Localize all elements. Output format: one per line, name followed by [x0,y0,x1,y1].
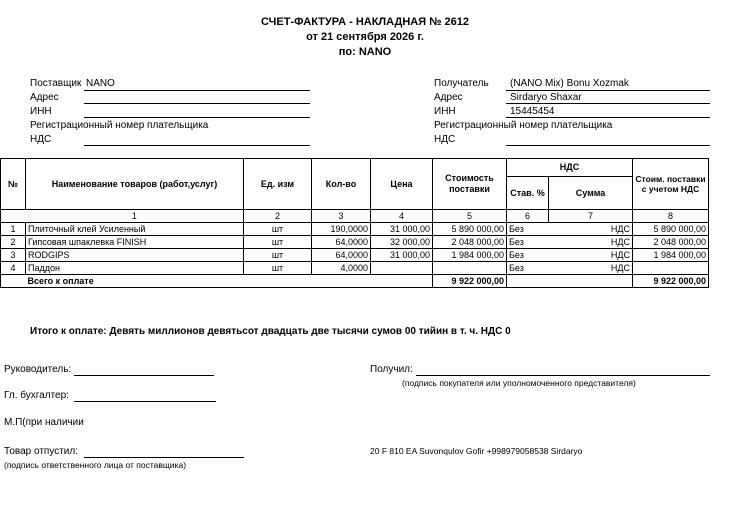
recipient-value: (NANO Mix) Bonu Xozmak [510,78,629,89]
received-label: Получил: [370,364,413,375]
supplier-inn-label: ИНН [30,106,52,117]
row-no: 4 [1,262,26,275]
col-rate-header: Став. % [507,177,549,210]
recipient-address-label: Адрес [434,92,463,103]
index-row [1,210,709,223]
row-unit: шт [244,223,312,236]
col-nds-header: НДС [507,159,633,177]
row-price: 31 000,00 [371,249,433,262]
supplier-reg-label: Регистрационный номер плательщика [30,120,209,131]
recipient-nds-line [506,145,710,146]
row-qty: 64,0000 [312,249,371,262]
recipient-label: Получатель [434,78,489,89]
total-row [1,275,709,288]
total-with-nds: 9 922 000,00 [633,275,709,288]
row-unit: шт [244,236,312,249]
row-sum: НДС [549,236,633,249]
supplier-label: Поставщик [30,78,82,89]
col-total-header: Стоим. поставки с учетом НДС [633,159,709,210]
released-note: (подпись ответственного лица от поставщика) [4,460,187,470]
recipient-line [506,90,710,91]
row-total [633,262,709,275]
table-row [1,249,709,262]
recipient-nds-label: НДС [434,134,456,145]
row-unit: шт [244,249,312,262]
col-cost-header: Стоимость поставки [433,159,507,210]
row-sum: НДС [549,249,633,262]
row-rate: Без [507,236,549,249]
director-label: Руководитель: [4,364,72,375]
row-name: Гипсовая шпаклевка FINISH [26,236,244,249]
index-cell: 4 [371,210,433,223]
stamp-label: М.П(при наличии [4,417,84,428]
supplier-nds-line [84,145,310,146]
supplier-address-line [84,103,310,104]
index-cell: 8 [633,210,709,223]
row-rate: Без [507,249,549,262]
row-cost: 2 048 000,00 [433,236,507,249]
row-name: Паддон [26,262,244,275]
recipient-inn-label: ИНН [434,106,456,117]
total-cost: 9 922 000,00 [433,275,507,288]
col-price-header: Цена [371,159,433,210]
supplier-line [84,90,310,91]
recipient-inn-value: 15445454 [510,106,555,117]
row-price: 31 000,00 [371,223,433,236]
row-name: Плиточный клей Усиленный [26,223,244,236]
accountant-signature-line [74,401,216,402]
recipient-inn-line [506,117,710,118]
row-cost: 5 890 000,00 [433,223,507,236]
col-unit-header: Ед. изм [244,159,312,210]
row-price [371,262,433,275]
col-name-header: Наименование товаров (работ,услуг) [26,159,244,210]
row-sum: НДС [549,223,633,236]
supplier-value: NANO [86,78,115,89]
row-qty: 4,0000 [312,262,371,275]
row-no: 2 [1,236,26,249]
director-signature-line [74,375,214,376]
total-label: Всего к оплате [26,275,244,288]
invoice-date: от 21 сентября 2026 г. [306,31,424,43]
invoice-basis: по: NANO [338,46,392,58]
received-note: (подпись покупателя или уполномоченного представителя) [402,378,636,388]
items-table [0,158,709,288]
supplier-address-label: Адрес [30,92,59,103]
col-qty-header: Кол-во [312,159,371,210]
invoice-title: СЧЕТ-ФАКТУРА - НАКЛАДНАЯ № 2612 [261,16,469,28]
col-no-header: № [1,159,26,210]
row-rate: Без [507,262,549,275]
col-sum-header: Сумма [549,177,633,210]
amount-in-words: Итого к оплате: Девять миллионов девятьсот двадцать две тысячи сумов 00 тийин в т. ч. НДС 0 [30,326,511,337]
recipient-address-value: Sirdaryo Shaxar [510,92,582,103]
received-signature-line [416,375,710,376]
row-rate: Без [507,223,549,236]
row-total: 1 984 000,00 [633,249,709,262]
row-cost [433,262,507,275]
index-cell: 3 [312,210,371,223]
released-label: Товар отпустил: [4,446,78,457]
released-signature-line [84,457,244,458]
index-cell: 7 [549,210,633,223]
table-row [1,262,709,275]
index-cell: 5 [433,210,507,223]
driver-info: 20 F 810 EA Suvonqulov Gofir +998979058538 Sirdaryo [370,446,583,456]
row-total: 2 048 000,00 [633,236,709,249]
row-qty: 64,0000 [312,236,371,249]
table-row [1,223,709,236]
index-cell: 6 [507,210,549,223]
index-cell: 2 [244,210,312,223]
supplier-inn-line [84,117,310,118]
row-total: 5 890 000,00 [633,223,709,236]
recipient-address-line [506,103,710,104]
recipient-reg-label: Регистрационный номер плательщика [434,120,613,131]
row-no: 1 [1,223,26,236]
index-cell: 1 [26,210,244,223]
row-qty: 190,0000 [312,223,371,236]
row-cost: 1 984 000,00 [433,249,507,262]
supplier-nds-label: НДС [30,134,52,145]
row-sum: НДС [549,262,633,275]
table-row [1,236,709,249]
accountant-label: Гл. бухгалтер: [4,390,69,401]
row-unit: шт [244,262,312,275]
row-price: 32 000,00 [371,236,433,249]
row-no: 3 [1,249,26,262]
row-name: RODGIPS [26,249,244,262]
